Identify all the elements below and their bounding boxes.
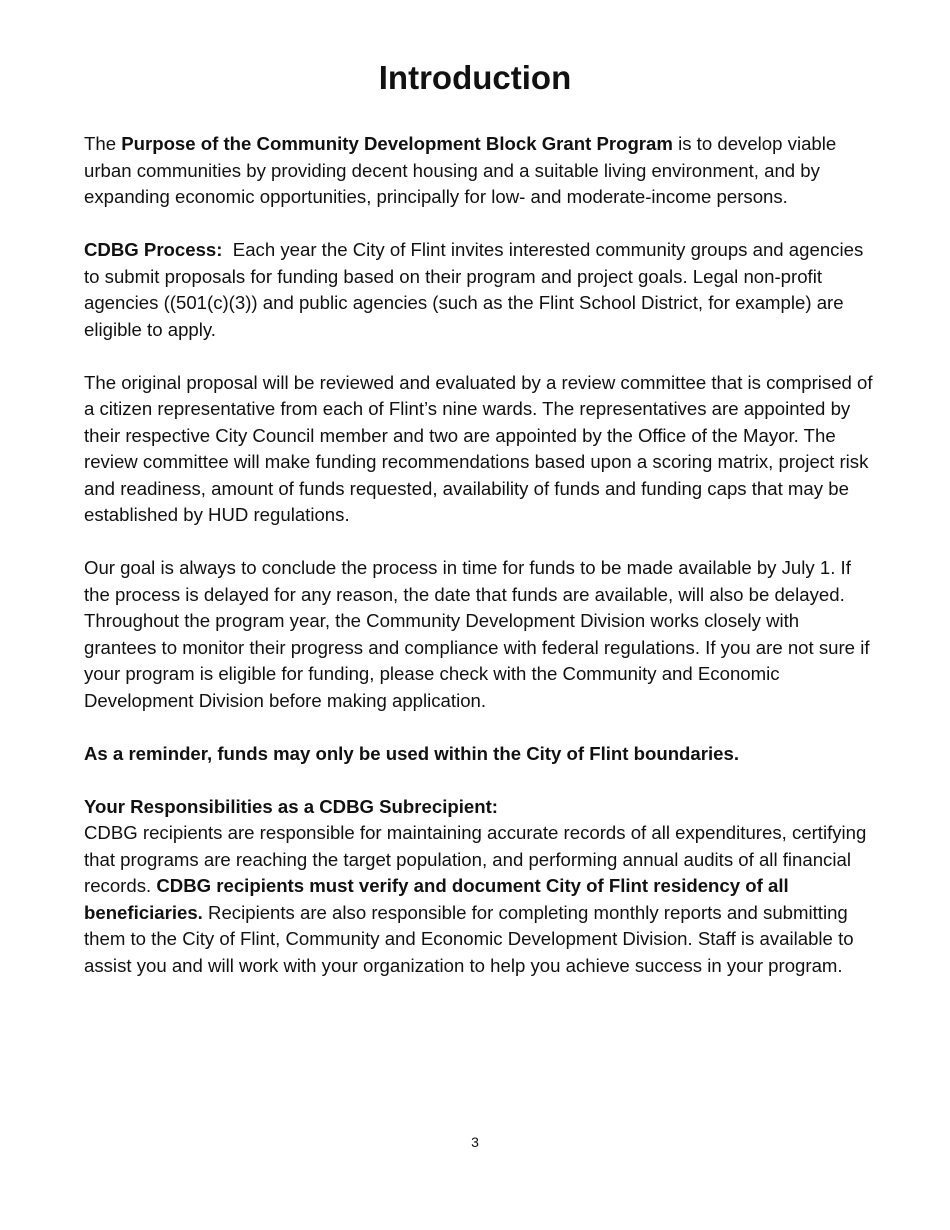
responsibilities-heading: Your Responsibilities as a CDBG Subrecipient: [84,795,498,817]
process-label: CDBG Process: [84,239,223,260]
responsibilities-text-1: CDBG recipients are responsible for maintaining accurate records of all expenditures, certifying that programs are reaching the target population, and performing annual audits of all financial records. [84,822,867,896]
page-number: 3 [471,1134,479,1150]
goal-paragraph: Our goal is always to conclude the process in time for funds to be made available by July 1. If the process is delayed for any reason, the date that funds are available, will also be delayed. Throughout the program year, the Community Development Division works closely with grantees to monitor their progress and compliance with federal regulations. If you are not sure if your program is eligible for funding, please check with the Community and Economic Development Division before making application. [84,557,870,711]
review-paragraph: The original proposal will be reviewed and evaluated by a review committee that is comprised of a citizen representative from each of Flint’s nine wards. The representatives are appointed by their respective City Council member and two are appointed by the Office of the Mayor. The review committee will make funding recommendations based upon a scoring matrix, project risk and readiness, amount of funds requested, availability of funds and funding caps that may be established by HUD regulations. [84,371,873,525]
responsibilities-text-2: Recipients are also responsible for completing monthly reports and submitting them to the City of Flint, Community and Economic Development Division. Staff is available to assist you and will work with your organization to help you achieve success in your program. [84,901,854,976]
reminder-paragraph [84,741,874,768]
reminder-text: As a reminder, funds may only be used within the City of Flint boundaries. [84,742,740,764]
responsibilities-paragraph [84,794,874,980]
process-paragraph [84,237,874,343]
page-title: Introduction [378,59,572,96]
responsibilities-bold: CDBG recipients must verify and document City of Flint residency of all beneficiaries. [84,875,789,923]
purpose-lead: The [84,133,122,154]
process-text: Each year the City of Flint invites interested community groups and agencies to submit proposals for funding based on their program and project goals. Legal non-profit agencies ((501(c)(3)) and public agencies (such as the Flint School District, for example) are eligible to apply. [84,239,869,340]
document-body [84,131,874,1006]
purpose-bold: Purpose of the Community Development Block Grant Program [121,133,673,154]
purpose-text: is to develop viable urban communities by providing decent housing and a suitable living environment, and by expanding economic opportunities, principally for low- and moderate-income persons. [84,133,837,207]
purpose-paragraph [84,131,874,211]
